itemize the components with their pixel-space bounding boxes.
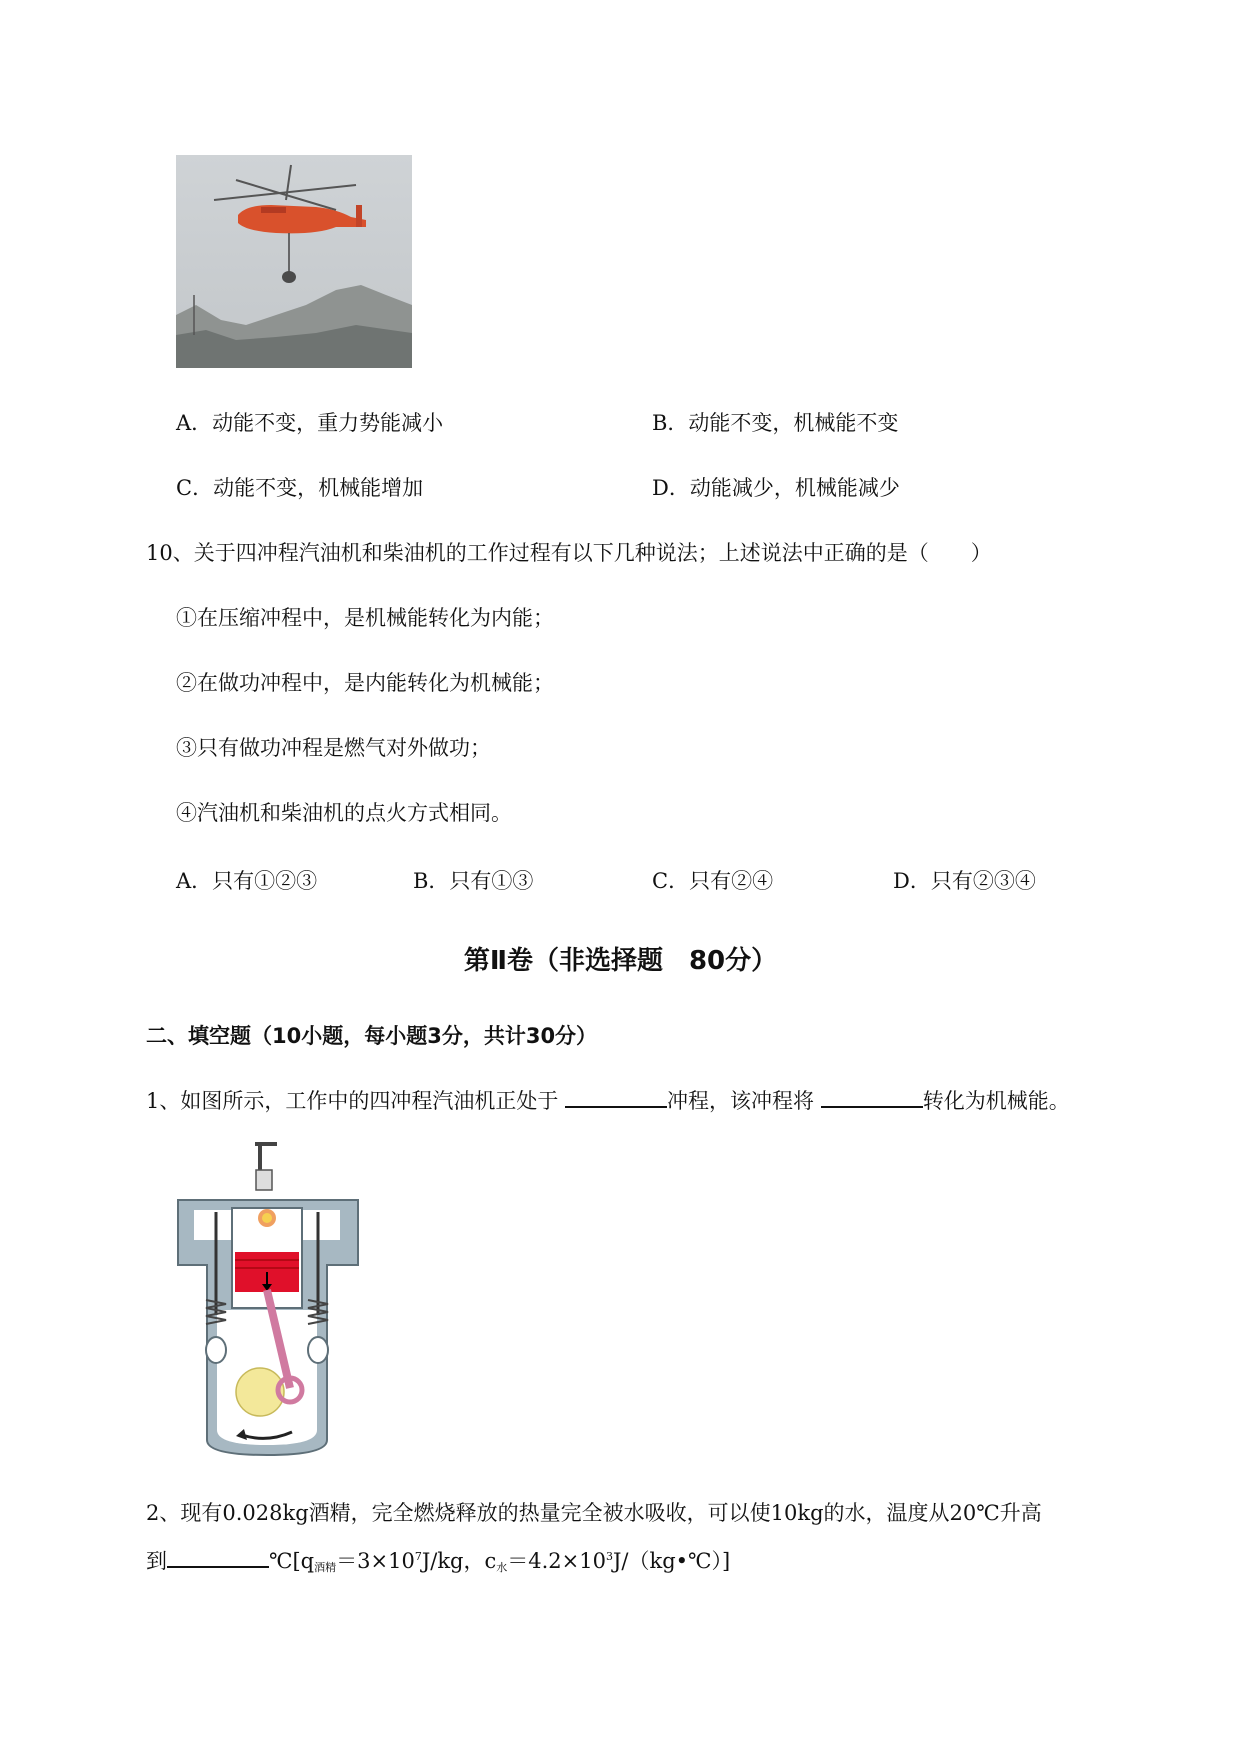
q10-option-a[interactable]: A．只有①②③	[176, 869, 318, 893]
fill2-text-c: ＝3×10	[336, 1549, 415, 1573]
part2-title: 第Ⅱ卷（非选择题 80分）	[463, 946, 778, 976]
fill2-text-f: J/（kg•℃）]	[612, 1549, 731, 1573]
fill1-blank-2[interactable]	[821, 1086, 923, 1108]
fill2-text-b: ℃[q	[269, 1549, 315, 1573]
q10-statement-1: ①在压缩冲程中，是机械能转化为内能；	[176, 606, 554, 630]
q10-option-c[interactable]: C．只有②④	[652, 869, 774, 893]
q10-statement-4: ④汽油机和柴油机的点火方式相同。	[176, 801, 512, 825]
fill-question-1	[146, 1085, 1070, 1115]
q9-option-a[interactable]: A．动能不变，重力势能减小	[176, 411, 444, 435]
fill-question-2-line2	[146, 1545, 730, 1575]
fill2-sup-7: 7	[414, 1550, 422, 1563]
fill2-sub-water: 水	[496, 1561, 508, 1574]
fill2-sub-alcohol: 酒精	[314, 1561, 337, 1574]
q10-statement-3: ③只有做功冲程是燃气对外做功；	[176, 736, 491, 760]
q9-option-b[interactable]: B．动能不变，机械能不变	[652, 411, 899, 435]
q10-statement-2: ②在做功冲程中，是内能转化为机械能；	[176, 671, 554, 695]
fill1-text-c: 转化为机械能。	[922, 1089, 1070, 1113]
fill-question-2-line1: 2、现有0.028kg酒精，完全燃烧释放的热量完全被水吸收，可以使10kg的水，温度从20℃升高	[146, 1501, 1042, 1525]
q10-stem: 10、关于四冲程汽油机和柴油机的工作过程有以下几种说法；上述说法中正确的是（ ）	[146, 541, 992, 565]
fill1-blank-1[interactable]	[565, 1086, 667, 1108]
fill2-text-d: J/kg，c	[421, 1549, 497, 1573]
q10-option-d[interactable]: D．只有②③④	[893, 869, 1036, 893]
fill1-text-a: 1、如图所示，工作中的四冲程汽油机正处于	[146, 1089, 566, 1113]
fill2-text-a: 到	[146, 1549, 167, 1573]
section-heading: 二、填空题（10小题，每小题3分，共计30分）	[146, 1024, 598, 1048]
fill2-blank[interactable]	[167, 1546, 269, 1568]
q9-option-d[interactable]: D．动能减少，机械能减少	[652, 476, 900, 500]
q9-option-c[interactable]: C．动能不变，机械能增加	[176, 476, 424, 500]
fill2-text-e: ＝4.2×10	[507, 1549, 606, 1573]
helicopter-photo	[176, 155, 412, 368]
engine-diagram	[172, 1140, 362, 1460]
fill2-sup-3: 3	[605, 1550, 613, 1563]
fill1-text-b: 冲程，该冲程将	[667, 1089, 821, 1113]
q10-option-b[interactable]: B．只有①③	[413, 869, 534, 893]
